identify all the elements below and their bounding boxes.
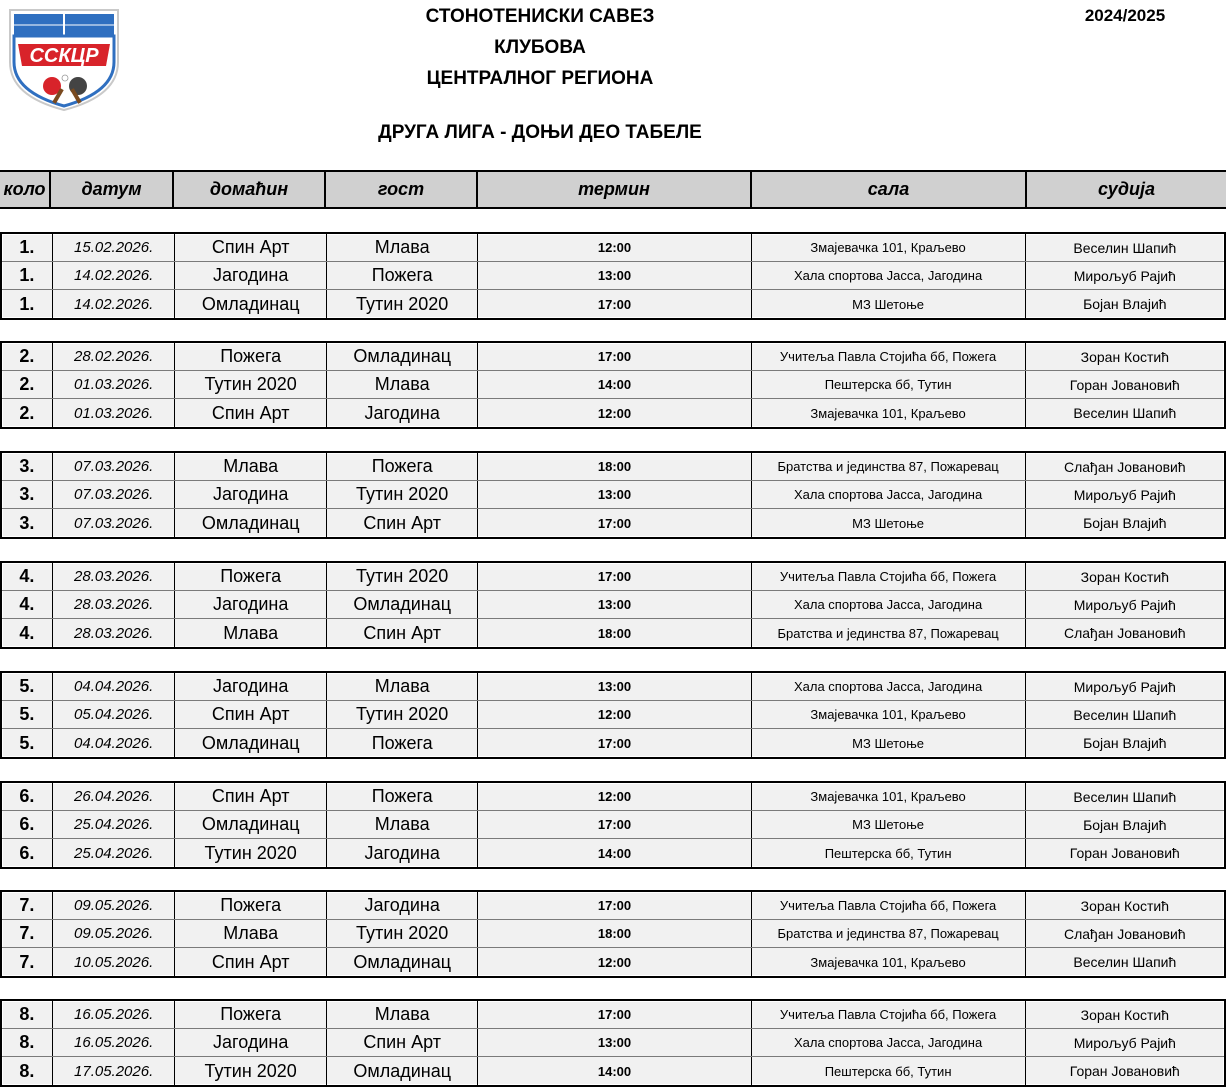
table-header: [0, 170, 1226, 209]
referee-name: Веселин Шапић: [1073, 706, 1177, 723]
round-number: 4.: [2, 591, 53, 618]
round-number: 2.: [2, 343, 53, 370]
match-date: 16.05.2026.: [53, 1001, 176, 1028]
referee-name: Зоран Костић: [1080, 568, 1170, 585]
hall-name: Учитеља Павла Стојића бб, Пожега: [752, 343, 1026, 370]
referee-name: Горан Јовановић: [1069, 845, 1180, 861]
match-time: 17:00: [478, 563, 751, 590]
column-header-away: гост: [326, 172, 478, 207]
match-date: 15.02.2026.: [53, 234, 176, 261]
referee-name: Веселин Шапић: [1073, 239, 1177, 256]
round-block: [0, 999, 1226, 1087]
round-number: 4.: [2, 563, 53, 590]
hall-name: МЗ Шетоње: [752, 509, 1026, 537]
round-block: [0, 561, 1226, 649]
home-team: Спин Арт: [175, 399, 327, 427]
round-number: 3.: [2, 509, 53, 537]
federation-title-line-3: ЦЕНТРАЛНОГ РЕГИОНА: [426, 68, 654, 89]
home-team: Млава: [175, 920, 327, 947]
match-time: 14:00: [478, 839, 751, 867]
hall-name: Змајевачка 101, Краљево: [752, 948, 1026, 976]
round-number: 5.: [2, 673, 53, 700]
match-date: 01.03.2026.: [53, 399, 176, 427]
match-date: 25.04.2026.: [53, 811, 176, 838]
round-number: 5.: [2, 701, 53, 728]
match-time: 13:00: [478, 262, 751, 289]
away-team: Тутин 2020: [327, 920, 479, 947]
match-time: 12:00: [478, 234, 751, 261]
round-number: 3.: [2, 453, 53, 480]
column-header-time: термин: [478, 172, 752, 207]
hall-name: Братства и јединства 87, Пожаревац: [752, 453, 1026, 480]
hall-name: Учитеља Павла Стојића бб, Пожега: [752, 892, 1026, 919]
match-time: 13:00: [478, 591, 751, 618]
away-team: Омладинац: [327, 591, 479, 618]
home-team: Пожега: [175, 563, 327, 590]
round-number: 6.: [2, 783, 53, 810]
away-team: Спин Арт: [327, 509, 479, 537]
hall-name: Хала спортова Јасса, Јагодина: [752, 262, 1026, 289]
home-team: Омладинац: [175, 729, 327, 757]
home-team: Јагодина: [175, 481, 327, 508]
match-time: 14:00: [478, 1057, 751, 1085]
away-team: Спин Арт: [327, 1029, 479, 1056]
table-row: [2, 509, 1224, 537]
away-team: Тутин 2020: [327, 290, 479, 318]
away-team: Омладинац: [327, 948, 479, 976]
table-row: [2, 1001, 1224, 1029]
hall-name: Хала спортова Јасса, Јагодина: [752, 481, 1026, 508]
home-team: Јагодина: [175, 591, 327, 618]
table-row: [2, 371, 1224, 399]
away-team: Јагодина: [327, 399, 479, 427]
home-team: Спин Арт: [175, 948, 327, 976]
home-team: Омладинац: [175, 290, 327, 318]
hall-name: Учитеља Павла Стојића бб, Пожега: [752, 563, 1026, 590]
round-number: 7.: [2, 948, 53, 976]
home-team: Тутин 2020: [175, 1057, 327, 1085]
home-team: Спин Арт: [175, 701, 327, 728]
round-number: 6.: [2, 839, 53, 867]
round-number: 8.: [2, 1001, 53, 1028]
federation-title-line-2: КЛУБОВА: [494, 37, 586, 58]
match-time: 12:00: [478, 399, 751, 427]
away-team: Млава: [327, 234, 479, 261]
round-number: 7.: [2, 920, 53, 947]
match-date: 04.04.2026.: [53, 673, 176, 700]
referee-name: Слађан Јовановић: [1063, 925, 1186, 942]
table-row: [2, 343, 1224, 371]
referee-name: Мирољуб Рајић: [1073, 486, 1176, 503]
home-team: Јагодина: [175, 1029, 327, 1056]
column-header-home: домаћин: [174, 172, 326, 207]
league-subtitle: ДРУГА ЛИГА - ДОЊИ ДЕО ТАБЕЛЕ: [378, 122, 702, 143]
hall-name: МЗ Шетоње: [752, 729, 1026, 757]
round-block: [0, 341, 1226, 429]
home-team: Пожега: [175, 343, 327, 370]
away-team: Пожега: [327, 729, 479, 757]
table-row: [2, 729, 1224, 757]
table-row: [2, 811, 1224, 839]
table-row: [2, 673, 1224, 701]
referee-name: Зоран Костић: [1080, 897, 1170, 914]
hall-name: Учитеља Павла Стојића бб, Пожега: [752, 1001, 1026, 1028]
referee-name: Мирољуб Рајић: [1073, 1034, 1176, 1051]
home-team: Тутин 2020: [175, 371, 327, 398]
table-row: [2, 839, 1224, 867]
match-time: 18:00: [478, 453, 751, 480]
referee-name: Веселин Шапић: [1073, 954, 1177, 970]
match-date: 04.04.2026.: [53, 729, 176, 757]
match-date: 28.03.2026.: [53, 563, 176, 590]
away-team: Млава: [327, 371, 479, 398]
hall-name: Пештерска бб, Тутин: [752, 371, 1026, 398]
match-time: 13:00: [478, 673, 751, 700]
table-row: [2, 701, 1224, 729]
match-time: 17:00: [478, 1001, 751, 1028]
column-header-date: датум: [51, 172, 174, 207]
hall-name: Змајевачка 101, Краљево: [752, 783, 1026, 810]
referee-name: Мирољуб Рајић: [1073, 678, 1176, 695]
column-header-referee: судија: [1098, 179, 1155, 199]
table-row: [2, 481, 1224, 509]
round-number: 1.: [2, 234, 53, 261]
match-date: 10.05.2026.: [53, 948, 176, 976]
table-row: [2, 1057, 1224, 1085]
table-row: [2, 591, 1224, 619]
hall-name: Змајевачка 101, Краљево: [752, 399, 1026, 427]
round-number: 2.: [2, 399, 53, 427]
hall-name: Хала спортова Јасса, Јагодина: [752, 1029, 1026, 1056]
home-team: Спин Арт: [175, 783, 327, 810]
federation-title-line-1: СТОНОТЕНИСКИ САВЕЗ: [425, 6, 655, 27]
match-time: 14:00: [478, 371, 751, 398]
match-date: 14.02.2026.: [53, 290, 176, 318]
away-team: Омладинац: [327, 343, 479, 370]
table-row: [2, 290, 1224, 318]
match-date: 26.04.2026.: [53, 783, 176, 810]
match-time: 12:00: [478, 783, 751, 810]
match-time: 12:00: [478, 948, 751, 976]
referee-name: Мирољуб Рајић: [1073, 267, 1176, 284]
match-date: 14.02.2026.: [53, 262, 176, 289]
referee-name: Бојан Влајић: [1083, 816, 1167, 833]
away-team: Пожега: [327, 262, 479, 289]
away-team: Млава: [327, 673, 479, 700]
home-team: Спин Арт: [175, 234, 327, 261]
home-team: Омладинац: [175, 811, 327, 838]
round-number: 2.: [2, 371, 53, 398]
home-team: Јагодина: [175, 262, 327, 289]
home-team: Пожега: [175, 892, 327, 919]
match-date: 28.03.2026.: [53, 591, 176, 618]
match-time: 17:00: [478, 343, 751, 370]
table-row: [2, 453, 1224, 481]
match-date: 07.03.2026.: [53, 453, 176, 480]
match-date: 01.03.2026.: [53, 371, 176, 398]
round-number: 8.: [2, 1057, 53, 1085]
home-team: Јагодина: [175, 673, 327, 700]
column-header-round: коло: [0, 172, 51, 207]
match-time: 17:00: [478, 811, 751, 838]
round-block: [0, 232, 1226, 320]
match-time: 13:00: [478, 1029, 751, 1056]
referee-name: Веселин Шапић: [1073, 788, 1177, 805]
home-team: Млава: [175, 453, 327, 480]
away-team: Пожега: [327, 453, 479, 480]
federation-logo: [2, 4, 126, 114]
home-team: Пожега: [175, 1001, 327, 1028]
round-number: 7.: [2, 892, 53, 919]
referee-name: Мирољуб Рајић: [1073, 596, 1176, 613]
away-team: Јагодина: [327, 839, 479, 867]
referee-name: Бојан Влајић: [1083, 296, 1167, 312]
season-label: 2024/2025: [1084, 6, 1166, 25]
match-date: 17.05.2026.: [53, 1057, 176, 1085]
match-time: 12:00: [478, 701, 751, 728]
referee-name: Слађан Јовановић: [1063, 458, 1186, 475]
table-row: [2, 262, 1224, 290]
hall-name: Хала спортова Јасса, Јагодина: [752, 591, 1026, 618]
match-time: 13:00: [478, 481, 751, 508]
logo-text: ССКЦР: [29, 45, 99, 67]
home-team: Тутин 2020: [175, 839, 327, 867]
match-date: 16.05.2026.: [53, 1029, 176, 1056]
table-row: [2, 920, 1224, 948]
match-date: 07.03.2026.: [53, 481, 176, 508]
away-team: Пожега: [327, 783, 479, 810]
referee-name: Слађан Јовановић: [1063, 625, 1186, 641]
away-team: Тутин 2020: [327, 481, 479, 508]
match-date: 28.02.2026.: [53, 343, 176, 370]
round-block: [0, 671, 1226, 759]
away-team: Тутин 2020: [327, 701, 479, 728]
referee-name: Бојан Влајић: [1083, 735, 1167, 751]
hall-name: Пештерска бб, Тутин: [752, 1057, 1026, 1085]
table-row: [2, 399, 1224, 427]
table-row: [2, 892, 1224, 920]
round-number: 4.: [2, 619, 53, 647]
hall-name: Пештерска бб, Тутин: [752, 839, 1026, 867]
referee-name: Горан Јовановић: [1069, 1063, 1180, 1079]
away-team: Млава: [327, 811, 479, 838]
round-number: 1.: [2, 262, 53, 289]
referee-name: Зоран Костић: [1080, 1006, 1170, 1023]
round-block: [0, 781, 1226, 869]
hall-name: МЗ Шетоње: [752, 290, 1026, 318]
round-block: [0, 890, 1226, 978]
table-row: [2, 234, 1224, 262]
referee-name: Зоран Костић: [1080, 348, 1170, 365]
match-time: 17:00: [478, 509, 751, 537]
match-time: 18:00: [478, 920, 751, 947]
referee-name: Горан Јовановић: [1069, 376, 1180, 393]
hall-name: Змајевачка 101, Краљево: [752, 701, 1026, 728]
round-number: 1.: [2, 290, 53, 318]
match-time: 17:00: [478, 290, 751, 318]
hall-name: Братства и јединства 87, Пожаревац: [752, 920, 1026, 947]
referee-name: Бојан Влајић: [1083, 515, 1167, 531]
table-row: [2, 948, 1224, 976]
round-number: 8.: [2, 1029, 53, 1056]
match-date: 09.05.2026.: [53, 920, 176, 947]
match-date: 09.05.2026.: [53, 892, 176, 919]
table-row: [2, 783, 1224, 811]
table-row: [2, 1029, 1224, 1057]
table-row: [2, 619, 1224, 647]
match-date: 07.03.2026.: [53, 509, 176, 537]
match-date: 28.03.2026.: [53, 619, 176, 647]
match-time: 17:00: [478, 729, 751, 757]
away-team: Млава: [327, 1001, 479, 1028]
column-header-hall: сала: [752, 172, 1027, 207]
home-team: Млава: [175, 619, 327, 647]
away-team: Омладинац: [327, 1057, 479, 1085]
match-date: 25.04.2026.: [53, 839, 176, 867]
round-block: [0, 451, 1226, 539]
match-time: 17:00: [478, 892, 751, 919]
referee-name: Веселин Шапић: [1073, 405, 1177, 421]
round-number: 3.: [2, 481, 53, 508]
match-time: 18:00: [478, 619, 751, 647]
home-team: Омладинац: [175, 509, 327, 537]
hall-name: Хала спортова Јасса, Јагодина: [752, 673, 1026, 700]
hall-name: Змајевачка 101, Краљево: [752, 234, 1026, 261]
round-number: 5.: [2, 729, 53, 757]
away-team: Јагодина: [327, 892, 479, 919]
hall-name: Братства и јединства 87, Пожаревац: [752, 619, 1026, 647]
match-date: 05.04.2026.: [53, 701, 176, 728]
away-team: Тутин 2020: [327, 563, 479, 590]
round-number: 6.: [2, 811, 53, 838]
table-row: [2, 563, 1224, 591]
away-team: Спин Арт: [327, 619, 479, 647]
hall-name: МЗ Шетоње: [752, 811, 1026, 838]
